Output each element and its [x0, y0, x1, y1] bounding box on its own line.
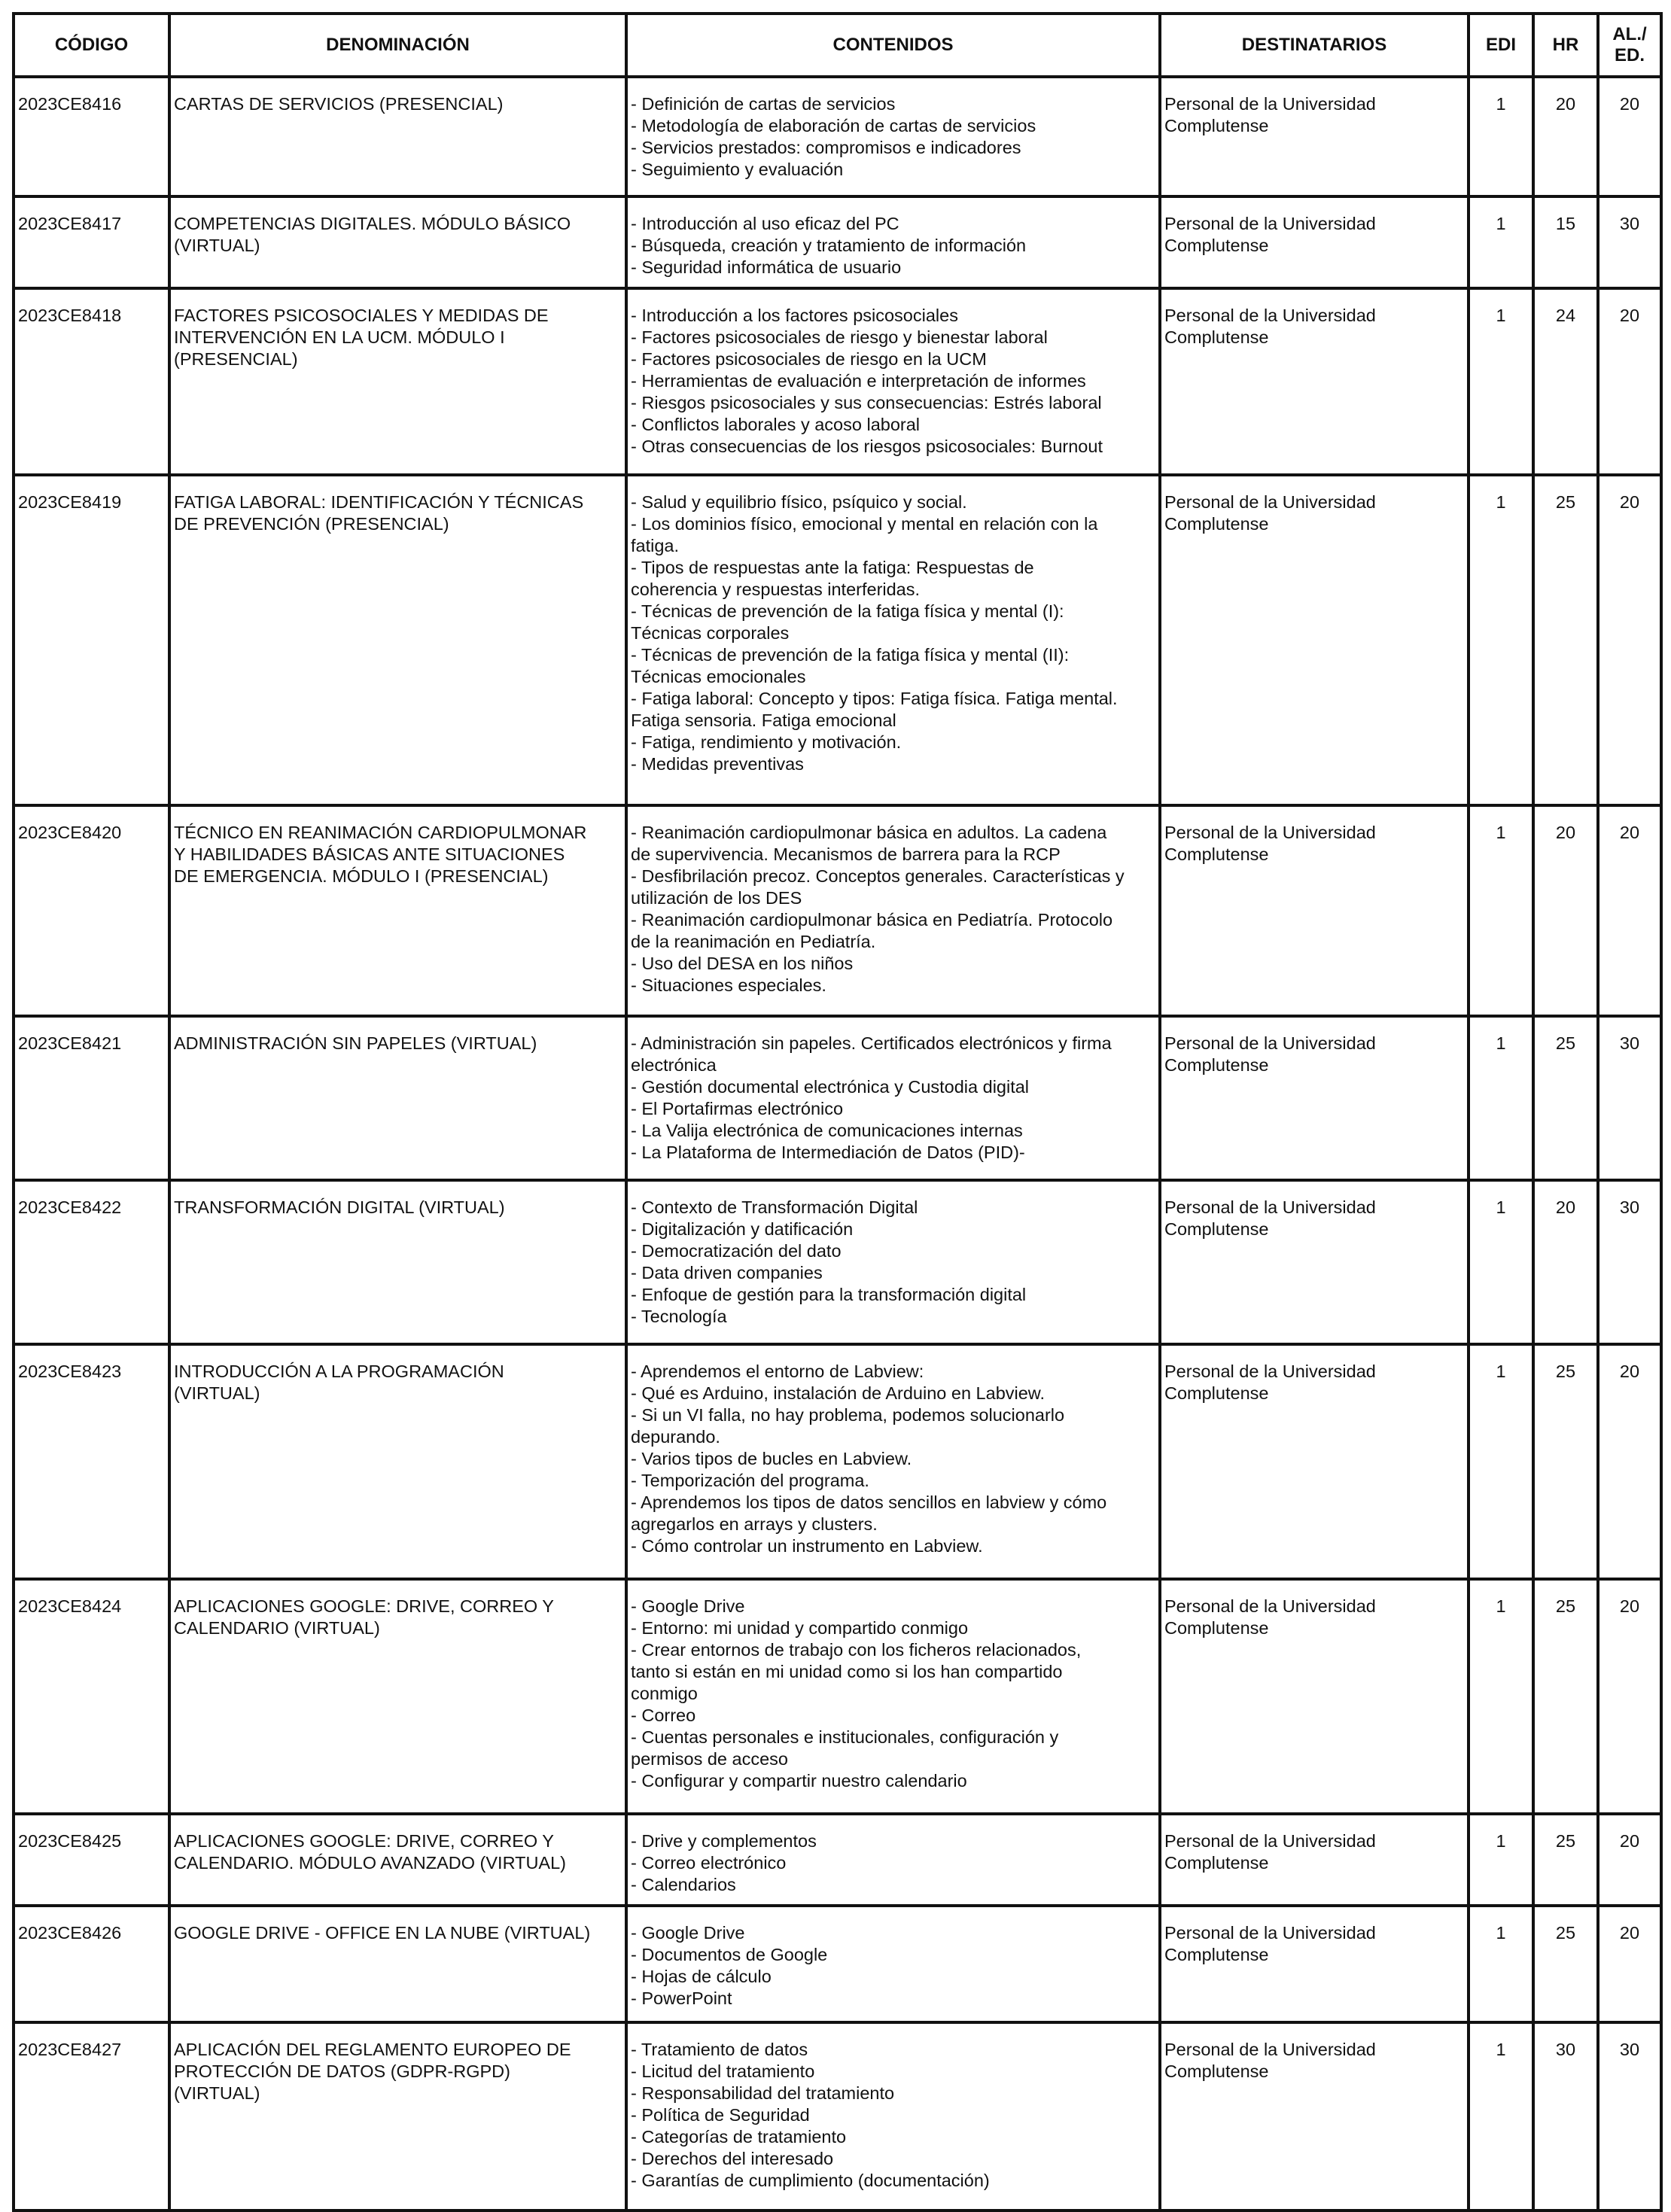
- destinatarios-cell: Personal de la Universidad Complutense: [1160, 196, 1469, 288]
- codigo-cell: 2023CE8424: [14, 1579, 169, 1814]
- edi-cell: 1: [1469, 77, 1533, 196]
- contenidos-cell: - Contexto de Transformación Digital - Digitalización y datificación - Democratización del dato - Data driven companies - Enfoque de gestión para la transformación digital - Tecnología: [626, 1180, 1160, 1344]
- table-row: [14, 1579, 1661, 1814]
- codigo-cell: 2023CE8427: [14, 2022, 169, 2210]
- denominacion-cell: APLICACIONES GOOGLE: DRIVE, CORREO Y CALENDARIO (VIRTUAL): [169, 1579, 626, 1814]
- hr-cell: 24: [1533, 288, 1598, 475]
- edi-cell: 1: [1469, 1016, 1533, 1180]
- contenidos-cell: - Google Drive - Entorno: mi unidad y compartido conmigo - Crear entornos de trabajo con los ficheros relacionados, tanto si están en mi unidad como si los han compartido conmigo - Correo - Cuentas personales e institucionales, configuración y permisos de acceso - Configurar y compartir nuestro calendario: [626, 1579, 1160, 1814]
- destinatarios-cell: Personal de la Universidad Complutense: [1160, 77, 1469, 196]
- destinatarios-cell: Personal de la Universidad Complutense: [1160, 1814, 1469, 1906]
- hr-cell: 25: [1533, 1344, 1598, 1579]
- edi-cell: 1: [1469, 1906, 1533, 2022]
- hr-cell: 20: [1533, 805, 1598, 1016]
- hr-cell: 25: [1533, 1016, 1598, 1180]
- header-codigo: CÓDIGO: [14, 14, 169, 77]
- al-ed-cell: 30: [1598, 2022, 1661, 2210]
- codigo-cell: 2023CE8422: [14, 1180, 169, 1344]
- table-row: [14, 196, 1661, 288]
- denominacion-cell: INTRODUCCIÓN A LA PROGRAMACIÓN (VIRTUAL): [169, 1344, 626, 1579]
- codigo-cell: 2023CE8420: [14, 805, 169, 1016]
- hr-cell: 25: [1533, 1814, 1598, 1906]
- table-row: [14, 1906, 1661, 2022]
- destinatarios-cell: Personal de la Universidad Complutense: [1160, 1344, 1469, 1579]
- destinatarios-cell: Personal de la Universidad Complutense: [1160, 2022, 1469, 2210]
- al-ed-cell: 20: [1598, 77, 1661, 196]
- destinatarios-cell: Personal de la Universidad Complutense: [1160, 1579, 1469, 1814]
- al-ed-cell: 30: [1598, 1016, 1661, 1180]
- edi-cell: 1: [1469, 1344, 1533, 1579]
- contenidos-cell: - Introducción a los factores psicosociales - Factores psicosociales de riesgo y bienestar laboral - Factores psicosociales de riesgo en la UCM - Herramientas de evaluación e interpretación de informes - Riesgos psicosociales y sus consecuencias: Estrés laboral - Conflictos laborales y acoso laboral - Otras consecuencias de los riesgos psicosociales: Burnout: [626, 288, 1160, 475]
- codigo-cell: 2023CE8419: [14, 475, 169, 805]
- codigo-cell: 2023CE8425: [14, 1814, 169, 1906]
- denominacion-cell: TÉCNICO EN REANIMACIÓN CARDIOPULMONAR Y HABILIDADES BÁSICAS ANTE SITUACIONES DE EMERGENCIA. MÓDULO I (PRESENCIAL): [169, 805, 626, 1016]
- header-destinatarios: DESTINATARIOS: [1160, 14, 1469, 77]
- hr-cell: 25: [1533, 475, 1598, 805]
- contenidos-cell: - Aprendemos el entorno de Labview: - Qué es Arduino, instalación de Arduino en Labview. - Si un VI falla, no hay problema, podemos solucionarlo depurando. - Varios tipos de bucles en Labview. - Temporización del programa. - Aprendemos los tipos de datos sencillos en labview y cómo agregarlos en arrays y clusters. - Cómo controlar un instrumento en Labview.: [626, 1344, 1160, 1579]
- hr-cell: 25: [1533, 1906, 1598, 2022]
- edi-cell: 1: [1469, 805, 1533, 1016]
- contenidos-cell: - Google Drive - Documentos de Google - Hojas de cálculo - PowerPoint: [626, 1906, 1160, 2022]
- hr-cell: 30: [1533, 2022, 1598, 2210]
- al-ed-cell: 20: [1598, 288, 1661, 475]
- header-row: [14, 14, 1661, 77]
- denominacion-cell: FACTORES PSICOSOCIALES Y MEDIDAS DE INTERVENCIÓN EN LA UCM. MÓDULO I (PRESENCIAL): [169, 288, 626, 475]
- al-ed-cell: 30: [1598, 1180, 1661, 1344]
- edi-cell: 1: [1469, 1814, 1533, 1906]
- hr-cell: 20: [1533, 1180, 1598, 1344]
- hr-cell: 20: [1533, 77, 1598, 196]
- destinatarios-cell: Personal de la Universidad Complutense: [1160, 1906, 1469, 2022]
- edi-cell: 1: [1469, 288, 1533, 475]
- codigo-cell: 2023CE8421: [14, 1016, 169, 1180]
- header-contenidos: CONTENIDOS: [626, 14, 1160, 77]
- edi-cell: 1: [1469, 2022, 1533, 2210]
- table-row: [14, 1016, 1661, 1180]
- header-denominacion: DENOMINACIÓN: [169, 14, 626, 77]
- table-row: [14, 288, 1661, 475]
- header-hr: HR: [1533, 14, 1598, 77]
- table-row: [14, 1180, 1661, 1344]
- denominacion-cell: TRANSFORMACIÓN DIGITAL (VIRTUAL): [169, 1180, 626, 1344]
- al-ed-cell: 20: [1598, 1579, 1661, 1814]
- table-row: [14, 77, 1661, 196]
- denominacion-cell: COMPETENCIAS DIGITALES. MÓDULO BÁSICO (VIRTUAL): [169, 196, 626, 288]
- codigo-cell: 2023CE8423: [14, 1344, 169, 1579]
- denominacion-cell: ADMINISTRACIÓN SIN PAPELES (VIRTUAL): [169, 1016, 626, 1180]
- table-row: [14, 2022, 1661, 2210]
- contenidos-cell: - Definición de cartas de servicios - Metodología de elaboración de cartas de servicios - Servicios prestados: compromisos e indicadores - Seguimiento y evaluación: [626, 77, 1160, 196]
- denominacion-cell: FATIGA LABORAL: IDENTIFICACIÓN Y TÉCNICAS DE PREVENCIÓN (PRESENCIAL): [169, 475, 626, 805]
- al-ed-cell: 20: [1598, 1344, 1661, 1579]
- denominacion-cell: CARTAS DE SERVICIOS (PRESENCIAL): [169, 77, 626, 196]
- edi-cell: 1: [1469, 196, 1533, 288]
- contenidos-cell: - Reanimación cardiopulmonar básica en adultos. La cadena de supervivencia. Mecanismos de barrera para la RCP - Desfibrilación precoz. Conceptos generales. Características y utilización de los DES - Reanimación cardiopulmonar básica en Pediatría. Protocolo de la reanimación en Pediatría. - Uso del DESA en los niños - Situaciones especiales.: [626, 805, 1160, 1016]
- edi-cell: 1: [1469, 475, 1533, 805]
- codigo-cell: 2023CE8426: [14, 1906, 169, 2022]
- denominacion-cell: APLICACIÓN DEL REGLAMENTO EUROPEO DE PROTECCIÓN DE DATOS (GDPR-RGPD) (VIRTUAL): [169, 2022, 626, 2210]
- codigo-cell: 2023CE8416: [14, 77, 169, 196]
- table-row: [14, 1814, 1661, 1906]
- edi-cell: 1: [1469, 1579, 1533, 1814]
- hr-cell: 25: [1533, 1579, 1598, 1814]
- contenidos-cell: - Administración sin papeles. Certificados electrónicos y firma electrónica - Gestión documental electrónica y Custodia digital - El Portafirmas electrónico - La Valija electrónica de comunicaciones internas - La Plataforma de Intermediación de Datos (PID)-: [626, 1016, 1160, 1180]
- table-row: [14, 1344, 1661, 1579]
- denominacion-cell: GOOGLE DRIVE - OFFICE EN LA NUBE (VIRTUAL): [169, 1906, 626, 2022]
- al-ed-cell: 20: [1598, 805, 1661, 1016]
- codigo-cell: 2023CE8418: [14, 288, 169, 475]
- al-ed-cell: 20: [1598, 475, 1661, 805]
- contenidos-cell: - Drive y complementos - Correo electrónico - Calendarios: [626, 1814, 1160, 1906]
- table-row: [14, 475, 1661, 805]
- contenidos-cell: - Introducción al uso eficaz del PC - Búsqueda, creación y tratamiento de información - Seguridad informática de usuario: [626, 196, 1160, 288]
- header-al-ed: AL./ ED.: [1598, 14, 1661, 77]
- contenidos-cell: - Salud y equilibrio físico, psíquico y social. - Los dominios físico, emocional y mental en relación con la fatiga. - Tipos de respuestas ante la fatiga: Respuestas de coherencia y respuestas interferidas. - Técnicas de prevención de la fatiga física y mental (I): Técnicas corporales - Técnicas de prevención de la fatiga física y mental (II): Técnicas emocionales - Fatiga laboral: Concepto y tipos: Fatiga física. Fatiga mental. Fatiga sensoria. Fatiga emocional - Fatiga, rendimiento y motivación. - Medidas preventivas: [626, 475, 1160, 805]
- destinatarios-cell: Personal de la Universidad Complutense: [1160, 475, 1469, 805]
- contenidos-cell: - Tratamiento de datos - Licitud del tratamiento - Responsabilidad del tratamiento - Política de Seguridad - Categorías de tratamiento - Derechos del interesado - Garantías de cumplimiento (documentación): [626, 2022, 1160, 2210]
- destinatarios-cell: Personal de la Universidad Complutense: [1160, 1016, 1469, 1180]
- al-ed-cell: 20: [1598, 1906, 1661, 2022]
- codigo-cell: 2023CE8417: [14, 196, 169, 288]
- hr-cell: 15: [1533, 196, 1598, 288]
- destinatarios-cell: Personal de la Universidad Complutense: [1160, 288, 1469, 475]
- destinatarios-cell: Personal de la Universidad Complutense: [1160, 805, 1469, 1016]
- header-edi: EDI: [1469, 14, 1533, 77]
- denominacion-cell: APLICACIONES GOOGLE: DRIVE, CORREO Y CALENDARIO. MÓDULO AVANZADO (VIRTUAL): [169, 1814, 626, 1906]
- edi-cell: 1: [1469, 1180, 1533, 1344]
- table-row: [14, 805, 1661, 1016]
- courses-table: [12, 12, 1663, 2212]
- al-ed-cell: 30: [1598, 196, 1661, 288]
- destinatarios-cell: Personal de la Universidad Complutense: [1160, 1180, 1469, 1344]
- al-ed-cell: 20: [1598, 1814, 1661, 1906]
